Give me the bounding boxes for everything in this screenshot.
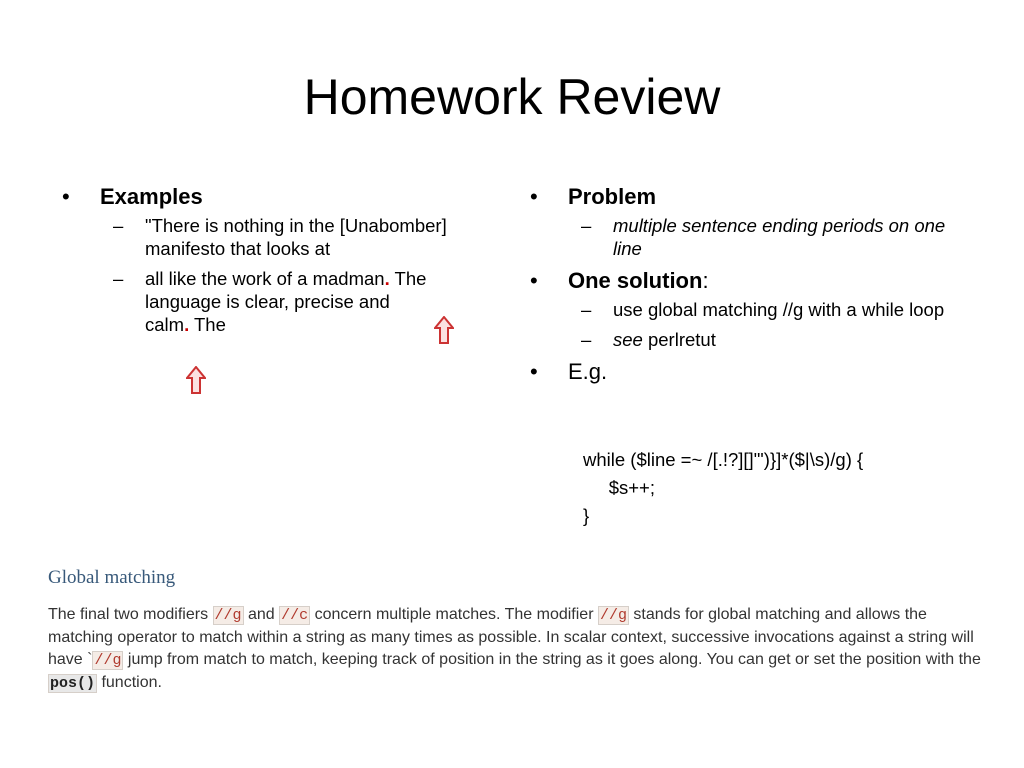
gm-text-6: function. [97, 674, 162, 691]
right-column [530, 183, 970, 389]
gm-text-4: stands for global matching and allows the matching operator to match within a string as many times as possible. In scalar context, successive invocations against a string will have ` [48, 606, 974, 668]
quote-text-2d: The [189, 314, 226, 335]
highlight-period-1: . [384, 268, 390, 289]
see-text: see [613, 329, 643, 350]
quote-text-1: "There is nothing in the [Unabomber] manifesto that looks at [145, 215, 447, 259]
slide-title: Homework Review [303, 69, 721, 125]
problem-detail [530, 214, 970, 260]
problem-label: Problem [568, 184, 657, 209]
examples-label: Examples [100, 184, 203, 209]
code-line-2: $s++; [583, 477, 655, 498]
highlight-period-2: . [184, 314, 190, 335]
bullet-icon: • [530, 184, 538, 209]
gm-text-3: concern multiple matches. The modifier [310, 606, 598, 623]
up-arrow-icon [434, 316, 454, 344]
dash-icon: – [581, 215, 592, 236]
bullet-examples [62, 183, 502, 211]
quote-text-2a: all like the work of a madman [145, 268, 385, 289]
quote-text-2b: The language is clear, precise and [145, 268, 427, 312]
bullet-example [530, 358, 970, 386]
example-quote-line-1 [62, 214, 502, 260]
dash-icon: – [113, 215, 124, 236]
code-line-1: while ($line =~ /[.!?][]"')}]*($|\s)/g) { [583, 449, 864, 470]
bullet-solution [530, 267, 970, 295]
code-g-modifier: //g [599, 607, 627, 624]
solution-detail-2 [530, 328, 970, 351]
global-matching-paragraph [48, 604, 993, 695]
solution-text-1: use global matching //g with a while loop [613, 299, 945, 320]
code-pos-function: pos() [50, 675, 96, 692]
code-example [583, 446, 863, 530]
gm-text-5: jump from match to match, keeping track of position in the string as it goes along. You can get or set the position with the [123, 651, 981, 668]
problem-text: multiple sentence ending periods on one line [613, 215, 946, 259]
code-g-modifier: //g [94, 652, 122, 669]
dash-icon: – [581, 329, 592, 350]
solution-colon: : [702, 268, 709, 293]
quote-text-2c: calm [145, 314, 185, 335]
gm-text-2: and [243, 606, 280, 623]
bullet-problem [530, 183, 970, 211]
code-line-3: } [583, 505, 590, 526]
bullet-icon: • [62, 184, 70, 209]
dash-icon: – [113, 268, 124, 289]
bullet-icon: • [530, 359, 538, 384]
up-arrow-icon [186, 366, 206, 394]
dash-icon: – [581, 299, 592, 320]
solution-label: One solution [568, 268, 703, 293]
eg-label: E.g. [568, 359, 608, 384]
code-c-modifier: //c [281, 607, 309, 624]
gm-text-1: The final two modifiers [48, 606, 213, 623]
bullet-icon: • [530, 268, 538, 293]
solution-detail-1 [530, 298, 970, 321]
code-g-modifier: //g [214, 607, 242, 624]
perlretut-text: perlretut [642, 329, 716, 350]
global-matching-heading: Global matching [48, 567, 176, 588]
